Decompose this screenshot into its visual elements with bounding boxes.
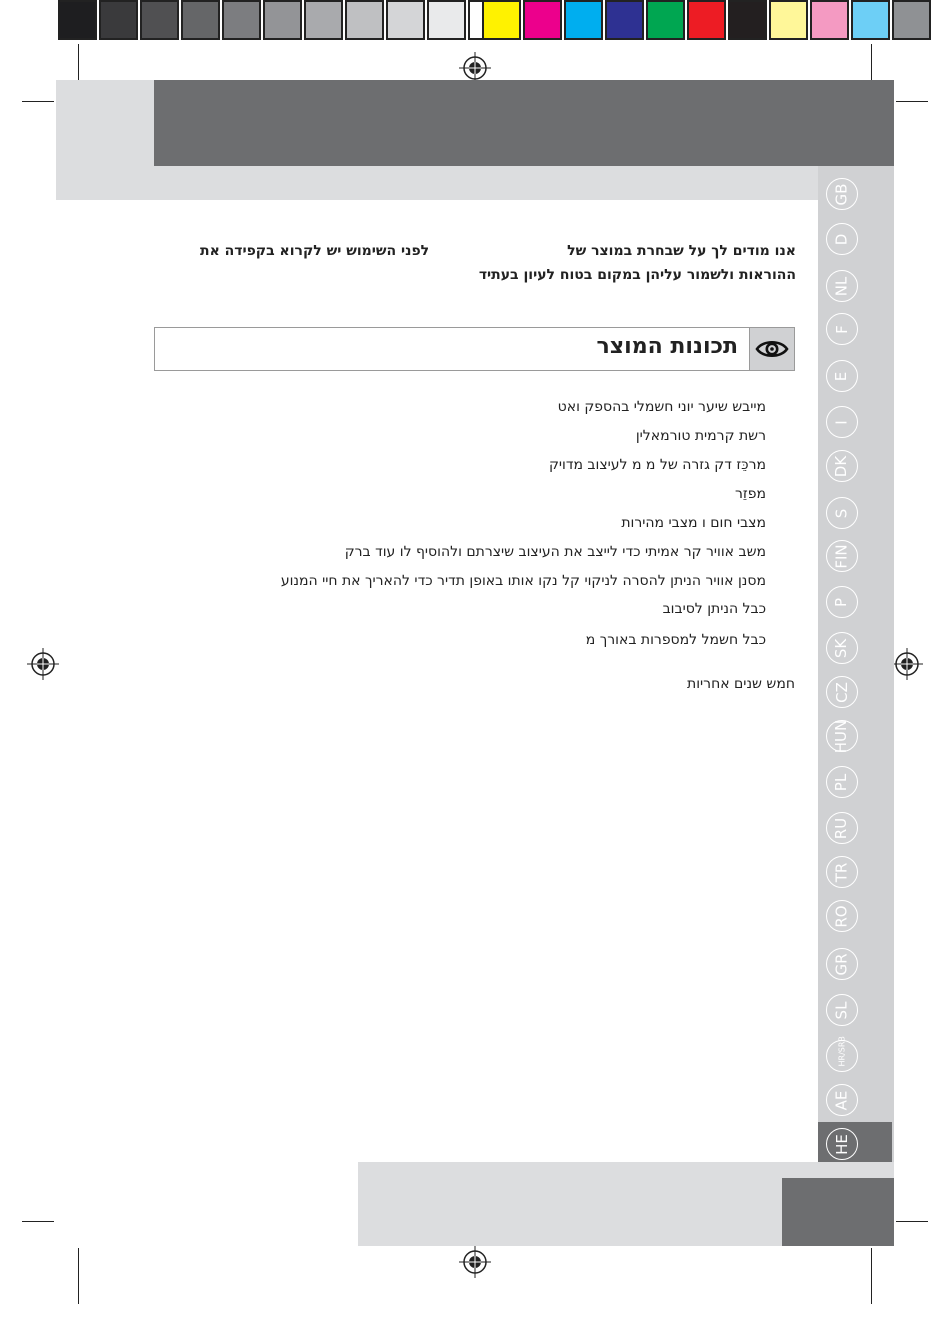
color-calibration-bar	[482, 0, 931, 40]
feature-item: משב אוויר קר אמיתי כדי לייצב את העיצוב שיצרתם ולהוסיף לו עוד ברק	[344, 544, 766, 560]
calibration-swatch	[140, 0, 179, 40]
language-tab-hr-srb[interactable]	[826, 1035, 858, 1072]
feature-item: כבל חשמל למספרות באורך מ	[585, 632, 766, 648]
language-tab-label: SL	[832, 1001, 851, 1019]
language-tab-i[interactable]	[826, 406, 858, 438]
language-tab-label: CZ	[832, 681, 851, 703]
calibration-swatch	[892, 0, 931, 40]
language-tab-label: FIN	[832, 543, 851, 569]
language-tab-e[interactable]	[826, 360, 858, 392]
feature-item: רשת קרמית טורמאלין	[635, 428, 766, 444]
language-tab-label: AE	[832, 1090, 851, 1110]
language-tab-ae[interactable]	[826, 1084, 858, 1116]
calibration-swatch	[99, 0, 138, 40]
language-tab-sl[interactable]	[826, 994, 858, 1026]
language-tab-label: DK	[832, 455, 851, 477]
calibration-swatch	[605, 0, 644, 40]
calibration-swatch	[181, 0, 220, 40]
language-tab-label: SK	[832, 638, 851, 658]
calibration-swatch	[222, 0, 261, 40]
crop-mark	[78, 44, 79, 80]
language-tab-label: GR	[832, 952, 851, 976]
feature-item: מסנן אוויר הניתן להסרה לניקוי קל נקו אותו באופן תדיר כדי להאריך את חיי המנוע	[280, 573, 766, 589]
feature-item: מפזֵר	[734, 486, 766, 502]
calibration-swatch	[386, 0, 425, 40]
calibration-swatch	[810, 0, 849, 40]
language-tab-label: I	[832, 419, 851, 425]
language-tab-ru[interactable]	[826, 812, 858, 844]
language-tab-gb[interactable]	[826, 178, 858, 210]
gray-calibration-bar	[58, 0, 507, 40]
heading-icon-box	[749, 328, 794, 370]
intro-line-1-right: אנו מודים לך על שבחרת במוצר של	[567, 243, 796, 259]
language-tab-label: P	[832, 597, 851, 607]
calibration-swatch	[687, 0, 726, 40]
language-tab-cz[interactable]	[826, 676, 858, 708]
page-number-box	[782, 1178, 894, 1246]
language-tab-p[interactable]	[826, 586, 858, 618]
language-tab-ro[interactable]	[826, 900, 858, 932]
calibration-swatch	[427, 0, 466, 40]
calibration-swatch	[769, 0, 808, 40]
language-tab-f[interactable]	[826, 313, 858, 345]
registration-mark-icon	[891, 648, 923, 680]
language-tab-label: NL	[832, 276, 851, 296]
calibration-swatch	[58, 0, 97, 40]
language-tab-label: HE	[832, 1133, 851, 1155]
feature-item: מרכֵּז דק גזרה של מ מ לעיצוב מדויק	[548, 457, 766, 473]
language-tab-nl[interactable]	[826, 270, 858, 302]
language-tab-label: HR/SRB	[837, 1035, 847, 1066]
feature-item: מצבי חום ו מצבי מהירות	[621, 515, 766, 531]
calibration-swatch	[304, 0, 343, 40]
language-tab-label: D	[832, 233, 851, 245]
crop-mark	[896, 101, 928, 102]
language-tab-label: TR	[832, 862, 851, 882]
eye-icon	[755, 338, 789, 360]
language-tab-label: E	[832, 371, 851, 381]
feature-item: מייבש שיער יוני חשמלי בהספק ואט	[557, 399, 766, 415]
section-title: תכונות המוצר	[596, 334, 738, 359]
language-tab-fin[interactable]	[826, 540, 858, 572]
section-heading	[154, 327, 795, 371]
crop-mark	[22, 101, 54, 102]
crop-mark	[871, 44, 872, 80]
crop-mark	[78, 1248, 79, 1304]
language-tab-label: RO	[832, 904, 851, 928]
calibration-swatch	[263, 0, 302, 40]
crop-mark	[22, 1221, 54, 1222]
calibration-swatch	[345, 0, 384, 40]
language-tab-sk[interactable]	[826, 632, 858, 664]
language-tab-hun[interactable]	[826, 720, 858, 752]
language-tab-label: HUN	[832, 719, 851, 753]
calibration-swatch	[523, 0, 562, 40]
warranty-text: חמש שנים אחריות	[687, 676, 795, 692]
language-tab-label: RU	[832, 817, 851, 839]
calibration-swatch	[728, 0, 767, 40]
language-tab-tr[interactable]	[826, 856, 858, 888]
feature-item: כבל הניתן לסיבוב	[662, 601, 766, 617]
intro-line-1-left: לפני השימוש יש לקרוא בקפידה את	[200, 243, 430, 259]
registration-mark-icon	[459, 1246, 491, 1278]
language-tab-he[interactable]	[826, 1128, 858, 1160]
header-band-dark	[154, 80, 894, 166]
calibration-swatch	[482, 0, 521, 40]
language-tab-label: GB	[832, 183, 851, 205]
language-tab-label: S	[832, 508, 851, 518]
language-tab-dk[interactable]	[826, 450, 858, 482]
language-tab-s[interactable]	[826, 497, 858, 529]
calibration-swatch	[851, 0, 890, 40]
language-tab-label: F	[832, 324, 851, 334]
crop-mark	[871, 1248, 872, 1304]
language-tab-d[interactable]	[826, 223, 858, 255]
intro-line-2: ההוראות ולשמור עליהן במקום בטוח לעיון בעתיד	[478, 267, 796, 283]
language-tab-label: PL	[832, 773, 851, 791]
registration-mark-icon	[27, 648, 59, 680]
calibration-swatch	[564, 0, 603, 40]
calibration-swatch	[646, 0, 685, 40]
crop-mark	[896, 1221, 928, 1222]
language-tab-pl[interactable]	[826, 766, 858, 798]
language-tab-gr[interactable]	[826, 948, 858, 980]
